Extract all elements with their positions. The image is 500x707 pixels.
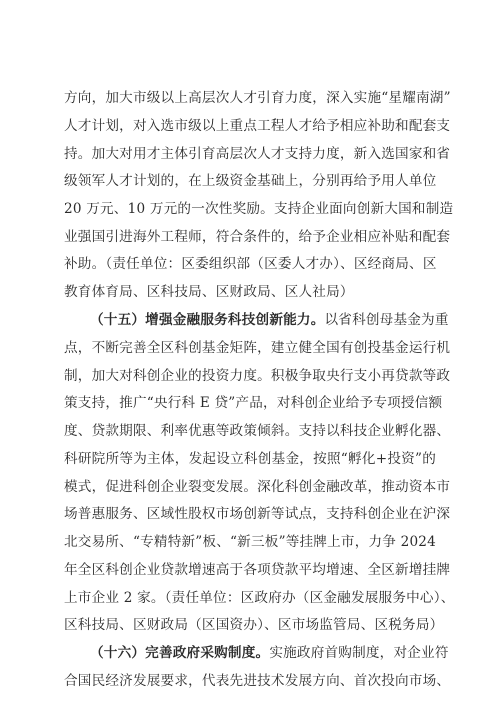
- paragraph-line: 持。加大对用才主体引育高层次人才支持力度，新入选国家和省: [64, 146, 451, 162]
- paragraph-line: 20 万元、10 万元的一次性奖励。支持企业面向创新大国和制造: [64, 201, 454, 217]
- paragraph-line: 级领军人才计划的，在上级资金基础上，分别再给予用人单位: [64, 173, 437, 189]
- paragraph-line: 方向，加大市级以上高层次人才引育力度，深入实施“星耀南湖”: [64, 90, 451, 106]
- paragraph-line: 合国民经济发展要求，代表先进技术发展方向、首次投向市场、: [64, 673, 451, 689]
- paragraph-line: 区科技局、区财政局（区国资办）、区市场监管局、区税务局）: [64, 617, 444, 633]
- paragraph-line: 点，不断完善全区科创基金矩阵，建立健全国有创投基金运行机: [64, 340, 451, 356]
- paragraph-line: 补助。（责任单位：区委组织部（区委人才办）、区经商局、区: [64, 256, 437, 272]
- paragraph-line: 策支持，推广“央行科 E 贷”产品，对科创企业给予专项授信额: [64, 395, 443, 411]
- item-16-heading: （十六）完善政府采购制度。: [90, 645, 270, 661]
- paragraph-line: 上市企业 2 家。（责任单位：区政府办（区金融发展服务中心）、: [64, 590, 455, 606]
- paragraph-line: 业强国引进海外工程师，符合条件的，给予企业相应补贴和配套: [64, 229, 451, 245]
- item-15-first-line: [90, 310, 449, 330]
- paragraph-line: 模式，促进科创企业裂变发展。深化科创金融改革，推动资本市: [64, 479, 451, 495]
- item-16-first-line-text: 实施政府首购制度，对企业符: [269, 645, 449, 661]
- paragraph-line: 科研院所等为主体，发起设立科创基金，按照“孵化+投资”的: [64, 451, 436, 467]
- item-16-first-line: [90, 643, 449, 663]
- paragraph-line: 人才计划，对入选市级以上重点工程人才给予相应补助和配套支: [64, 118, 451, 134]
- paragraph-line: 场普惠服务、区域性股权市场创新等试点，支持科创企业在沪深: [64, 506, 451, 522]
- paragraph-line: 教育体育局、区科技局、区财政局、区人社局）: [64, 284, 354, 300]
- paragraph-line: 年全区科创企业贷款增速高于各项贷款平均增速、全区新增挂牌: [64, 562, 451, 578]
- item-15-first-line-text: 以省科创母基金为重: [324, 312, 449, 328]
- paragraph-line: 北交易所、“专精特新”板、“新三板”等挂牌上市，力争 2024: [64, 534, 436, 550]
- paragraph-line: 度、贷款期限、利率优惠等政策倾斜。支持以科技企业孵化器、: [64, 423, 451, 439]
- paragraph-line: 制，加大对科创企业的投资力度。积极争取央行支小再贷款等政: [64, 368, 451, 384]
- item-15-heading: （十五）增强金融服务科技创新能力。: [90, 312, 325, 328]
